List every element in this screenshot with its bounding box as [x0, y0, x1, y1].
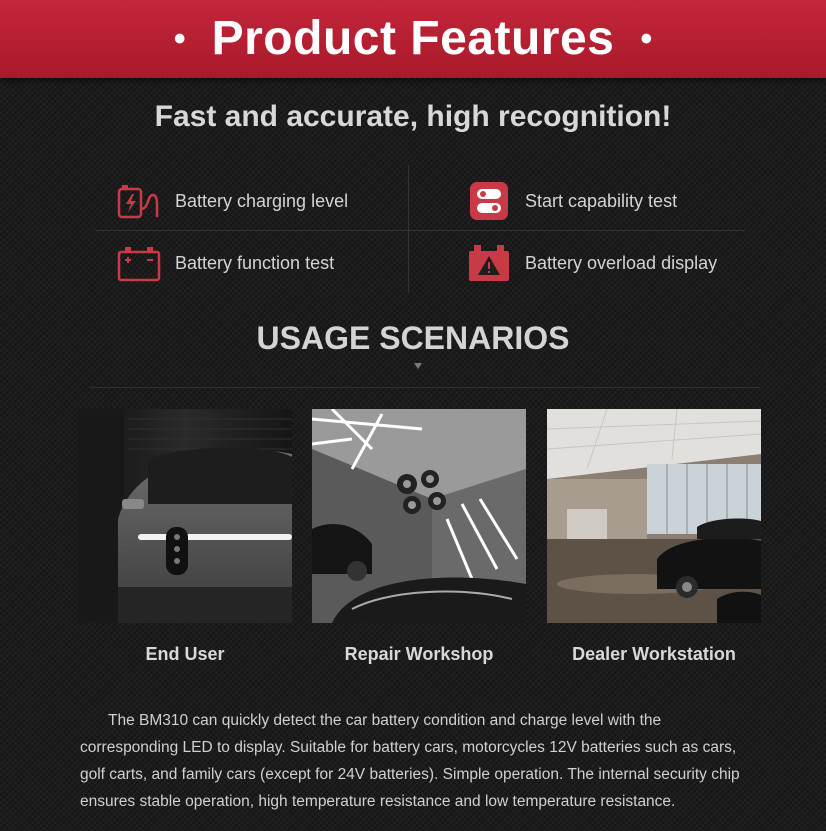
battery-icon — [115, 239, 163, 287]
product-description: The BM310 can quickly detect the car battery condition and charge level with the corresponding LED to display. Suitable for battery cars, motorcycles 12V batteries such as cars, golf carts, and family cars (except for 24V batteries). Simple operation. The internal security chip ensures stable operation, high temperature resistance and low temperature resistance. — [80, 712, 740, 810]
feature-item — [465, 173, 677, 229]
features-divider-vertical — [408, 165, 409, 293]
battery-warning-icon — [465, 239, 513, 287]
feature-label: Battery charging level — [175, 190, 349, 211]
feature-item — [115, 173, 348, 229]
toggle-switch-icon — [465, 177, 513, 225]
scene-label: End User — [145, 644, 225, 664]
caret-down-icon — [414, 363, 422, 369]
feature-label: Battery overload display — [525, 252, 718, 273]
banner-dot-right: • — [640, 20, 653, 58]
section-divider — [90, 387, 760, 388]
usage-scenarios-title: USAGE SCENARIOS — [256, 320, 570, 356]
feature-item — [465, 235, 717, 291]
features-grid — [95, 165, 745, 295]
features-divider-horizontal — [95, 230, 745, 231]
scene-label: Repair Workshop — [344, 644, 494, 664]
feature-label: Battery function test — [175, 252, 335, 273]
banner-dot-left: • — [173, 20, 186, 58]
feature-label: Start capability test — [525, 190, 678, 211]
dealer-workstation-photo — [547, 409, 761, 623]
scene-label: Dealer Workstation — [572, 644, 736, 664]
battery-charging-icon — [115, 177, 163, 225]
end-user-photo — [78, 409, 292, 623]
feature-item — [115, 235, 334, 291]
subtitle: Fast and accurate, high recognition! — [154, 100, 672, 133]
repair-workshop-photo — [312, 409, 526, 623]
page-title: Product Features — [211, 12, 615, 65]
header-banner — [0, 0, 826, 78]
